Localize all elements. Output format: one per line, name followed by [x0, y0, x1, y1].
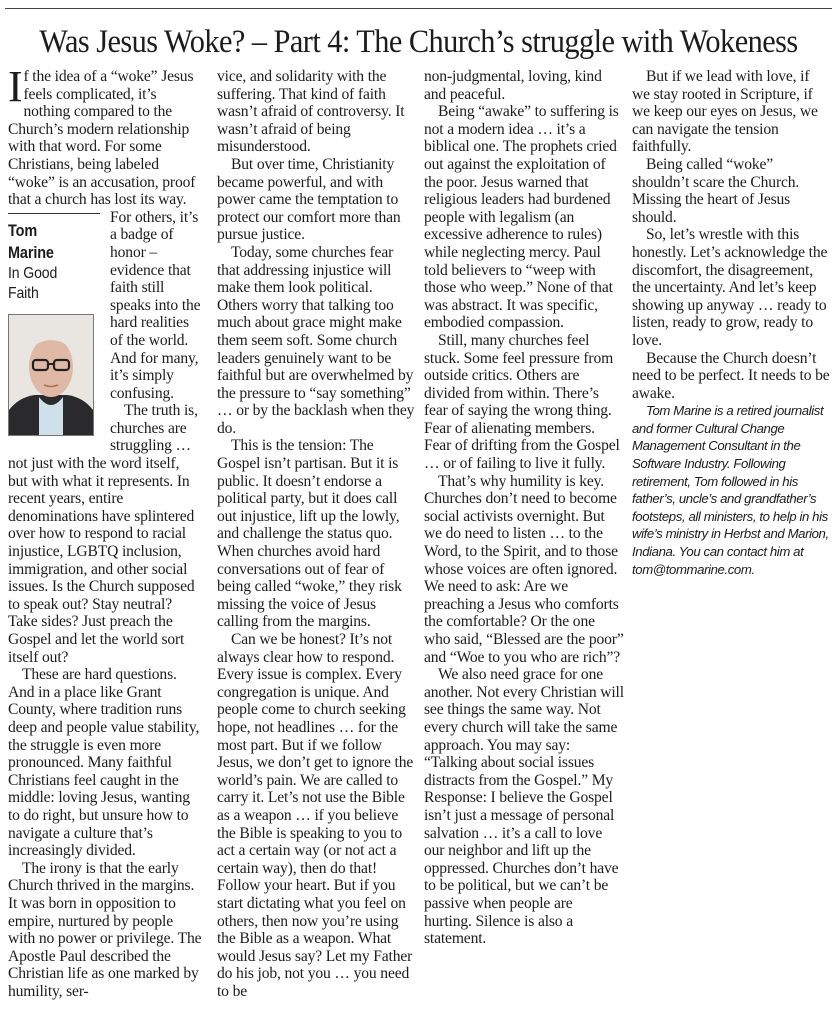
paragraph: We also need grace for one another. Not every Christian will see things the same way. Not every church will take the same approach. You may say: “Talking about social issues distracts from the Gospel.” My Response: I believe the Gospel isn’t just a message of personal salvation … it’s a call to love our neighbor and lift up the oppressed. Churches don’t have to be political, but we can’t be passive when people are hurting. Silence is also a statement.: [424, 666, 624, 948]
paragraph: Can we be honest? It’s not always clear how to respond. Every issue is complex. Every congregation is unique. And people come to church seeking hope, not headlines … for the most part. But if we follow Jesus, we don’t get to ignore the world’s pain. We are called to carry it. Let’s not use the Bible as a weapon … if you believe the Bible is speaking to you to act a certain way (or not act a certain way), then do that! Follow your heart. But if you start dictating what you feel on others, then now you’re using the Bible as a weapon. What would Jesus say? Let my Father do his job, not you … you need to be: [217, 631, 414, 1000]
headline: Was Jesus Woke? – Part 4: The Church’s struggle with Wokeness: [39, 24, 798, 60]
author-headshot-icon: [9, 315, 93, 435]
column-2: [217, 68, 417, 1000]
author-box: [8, 213, 100, 436]
paragraph: But if we lead with love, if we stay rooted in Scripture, if we keep our eyes on Jesus, we can navigate the tension faithfully.: [632, 68, 818, 156]
column-name-line1: In Good: [8, 264, 58, 282]
paragraph: Being “awake” to suffering is not a modern idea … it’s a biblical one. The prophets cried out against the exploitation of the poor. Jesus warned that religious leaders had burdened people with legalism (an excessive adherence to rules) while neglecting mercy. Paul told believers to “weep with those who weep.” None of that was abstract. It was specific, embodied compassion.: [424, 103, 619, 332]
author-photo: [8, 314, 94, 436]
paragraph: Being called “woke” shouldn’t scare the Church. Missing the heart of Jesus should.: [632, 155, 800, 226]
paragraph: Today, some churches fear that addressing injustice will make them look political. Others worry that talking too much about grace might make them seem soft. Some church leaders genuinely want to be faithful but are overwhelmed by the pressure to “say something” … or by the backlash when they do.: [217, 243, 415, 437]
column-4: [632, 68, 830, 578]
author-first-name: Tom: [8, 220, 38, 240]
top-rule: [5, 8, 832, 9]
paragraph: non-judgmental, loving, kind and peaceful.: [424, 68, 602, 103]
paragraph: The truth is, churches are struggling … not just with the word itself, but with what it represents. In recent years, entire denominations have splintered over how to respond to racial injustice, LGBTQ inclusion, immigration, and other social issues. Is the Church supposed to speak out? Stay neutral? Take sides? Just preach the Gospel and let the world sort itself out?: [8, 402, 198, 666]
author-rule: [8, 213, 100, 214]
author-last-name: Marine: [8, 242, 54, 262]
paragraph: The irony is that the early Church thrived in the margins. It was born in opposition to empire, nurtured by people with no power or privilege. The Apostle Paul described the Christian life as one marked by humility, ser-: [8, 859, 202, 1000]
column-1: [8, 62, 202, 1000]
paragraph: This is the tension: The Gospel isn’t partisan. But it is public. It doesn’t endorse a political party, but it does call out injustice, lift up the lowly, and challenge the status quo. When churches avoid hard conversations out of fear of being called “woke,” they risk missing the voice of Jesus calling from the margins.: [217, 437, 402, 631]
author-bio: Tom Marine is a retired journalist and former Cultural Change Management Consultant in the Software Industry. Following retirement, Tom followed in his father’s, uncle’s and grandfather’s footsteps, all ministers, to help in his wife’s ministry in Herbst and Marion, Indiana. You can contact him at tom@tommarine.com.: [632, 403, 829, 577]
drop-cap: I: [8, 62, 23, 111]
paragraph: So, let’s wrestle with this honestly. Let’s acknowledge the discomfort, the disagreement, the uncertainty. And let’s keep showing up anyway … ready to listen, ready to grow, ready to love.: [632, 226, 828, 349]
paragraph: That’s why humility is key. Churches don’t need to become social activists overnight. But we do need to listen … to the Word, to the Spirit, and to those whose voices are often ignored. We need to ask: Are we preaching a Jesus who comforts the comfortable? Or the one who said, “Blessed are the poor” and “Woe to you who are rich”?: [424, 472, 624, 666]
column-name-line2: Faith: [8, 284, 39, 302]
paragraph: If the idea of a “woke” Jesus feels complicated, it’s nothing compared to the Church’s modern relationship with that word. For some Christians, being labeled “woke” is an accusation, proof that a church has lost its way. For Tom Marine In Good Faith others, it’s a badge of honor – evidence that faith still speaks into the hard realities of the world. And for many, it’s simply confusing.: [8, 68, 202, 402]
column-3: [424, 68, 624, 948]
paragraph: But over time, Christianity became powerful, and with power came the temptation to protect our comfort more than pursue justice.: [217, 155, 401, 244]
paragraph: Because the Church doesn’t need to be perfect. It needs to be awake.: [632, 349, 830, 402]
paragraph: vice, and solidarity with the suffering. That kind of faith wasn’t afraid of controversy. It wasn’t afraid of being misunderstood.: [217, 68, 405, 156]
paragraph: Still, many churches feel stuck. Some feel pressure from outside critics. Others are divided from within. There’s fear of saying the wrong thing. Fear of alienating members. Fear of drifting from the Gospel … or of failing to live it fully.: [424, 331, 620, 473]
paragraph: These are hard questions. And in a place like Grant County, where tradition runs deep and people value stability, the struggle is even more pronounced. Many faithful Christians feel caught in the middle: loving Jesus, wanting to do right, but unsure how to navigate a culture that’s increasingly divided.: [8, 666, 200, 860]
